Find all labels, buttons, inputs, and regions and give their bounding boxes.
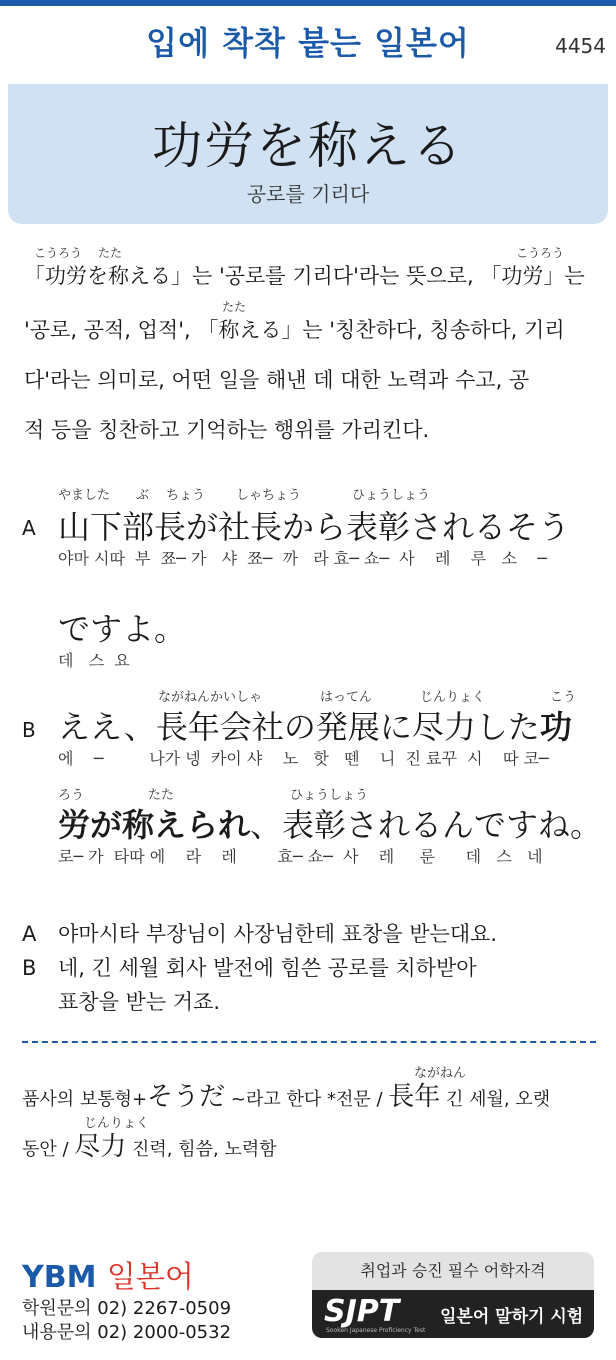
vocab-text: 긴 세월, 오랫 — [440, 1089, 551, 1110]
vocab-text: 진력, 힘씀, 노력함 — [126, 1139, 277, 1160]
dashed-divider — [22, 1041, 596, 1043]
ruby: じんりょく — [420, 690, 486, 705]
ruby: ぶ — [136, 488, 150, 503]
furigana: こうろう — [34, 246, 83, 260]
vocab-line — [22, 1076, 550, 1113]
ruby: やました — [58, 488, 111, 503]
translation-text: 표창을 받는 거죠. — [58, 990, 221, 1014]
vocab-term: 長年 — [388, 1082, 441, 1112]
expression-title: 功労を称える — [152, 117, 464, 175]
speaker-label: B — [22, 956, 37, 980]
speaker-label: A — [22, 922, 37, 946]
furigana: こうろう — [516, 246, 565, 260]
explanation-line: '공로, 공적, 업적', 「称える」는 '칭찬하다, 칭송하다, 기리 — [24, 318, 565, 342]
sjpt-banner[interactable] — [312, 1252, 594, 1338]
explanation-line: 다'라는 의미로, 어떤 일을 해낸 데 대한 노력과 수고, 공 — [24, 368, 530, 392]
dialogue-line — [58, 702, 572, 748]
vocab-term: 尽力 — [74, 1132, 127, 1162]
dialogue-text: ええ、長年会社の発展に尽力した — [58, 708, 540, 746]
ruby: こう — [550, 690, 577, 705]
speaker-label: A — [22, 516, 36, 540]
ruby: しゃちょう — [236, 488, 302, 503]
ruby: ながねんかいしゃ — [158, 690, 263, 705]
translation-text: 야마시타 부장님이 사장님한테 표창을 받는대요. — [58, 922, 498, 946]
sjpt-bar — [312, 1290, 594, 1338]
issue-number: 4454 — [555, 34, 606, 58]
dialogue-text: 、表彰されるんですね。 — [250, 806, 603, 844]
explanation-line: 「功労を称える」는 '공로를 기리다'라는 뜻으로, 「功労」는 — [24, 264, 585, 288]
ruby: ひょうしょう — [352, 488, 431, 503]
vocab-text: 동안 / — [22, 1139, 75, 1160]
dialogue-line: ですよ。 — [58, 610, 187, 648]
logo-text: 일본어 — [106, 1260, 194, 1295]
vocab-line — [22, 1126, 277, 1163]
logo-text: YBM — [22, 1260, 97, 1295]
sjpt-logo: SJPT — [324, 1294, 400, 1329]
speaker-label: B — [22, 718, 36, 742]
dialogue-line — [58, 800, 602, 846]
translation-text: 네, 긴 세월 회사 발전에 힘쓴 공로를 치하받아 — [58, 956, 477, 980]
dialogue-line: 山下部長が社長から表彰されるそう — [58, 508, 571, 546]
series-title: 입에 착착 붙는 일본어 — [146, 24, 470, 62]
ruby: ろう — [58, 788, 85, 803]
furigana: たた — [222, 300, 247, 314]
ruby: はってん — [320, 690, 373, 705]
translation-b — [22, 952, 477, 982]
korean-reading: 야마 시따 부 쬬─ 가 샤 쬬─ 까 라 효─ 쇼─ 사 레 루 소 ─ — [58, 549, 547, 568]
sjpt-subtitle: Sooken Japanese Proficiency Test — [326, 1327, 426, 1334]
expression-panel — [8, 84, 608, 224]
korean-reading: 에 ─ 나가 넹 카이 샤 노 핫 뗀 니 진 료꾸 시 따 코─ — [58, 749, 549, 768]
ruby: ちょう — [166, 488, 206, 503]
expression-meaning: 공로를 기리다 — [246, 182, 370, 206]
vocab-text: 품사의 보통형+ — [22, 1089, 148, 1110]
sjpt-tagline: 취업과 승진 필수 어학자격 — [360, 1261, 546, 1280]
contact-content: 내용문의 02) 2000-0532 — [22, 1322, 232, 1343]
ybm-logo — [22, 1252, 194, 1296]
highlighted-expression: 労が称えられ — [58, 806, 251, 844]
sjpt-description: 일본어 말하기 시험 — [440, 1307, 584, 1327]
top-accent-bar — [0, 0, 616, 6]
vocab-text: ~라고 한다 *전문 / — [225, 1089, 389, 1110]
translation-a — [22, 918, 497, 948]
korean-reading: 데 스 요 — [58, 651, 130, 670]
contact-academy: 학원문의 02) 2267-0509 — [22, 1298, 232, 1319]
ruby: じんりょく — [84, 1116, 150, 1131]
ruby: ながねん — [414, 1066, 467, 1081]
vocab-term: そうだ — [147, 1082, 226, 1112]
ruby: ひょうしょう — [290, 788, 369, 803]
highlighted-expression: 功 — [539, 708, 572, 746]
explanation-line: 적 등을 칭찬하고 기억하는 행위를 가리킨다. — [24, 418, 430, 442]
korean-reading: 로─ 가 타따 에 라 레 효─ 쇼─ 사 레 룬 데 스 네 — [58, 847, 543, 866]
ruby: たた — [148, 788, 175, 803]
furigana: たた — [98, 246, 123, 260]
